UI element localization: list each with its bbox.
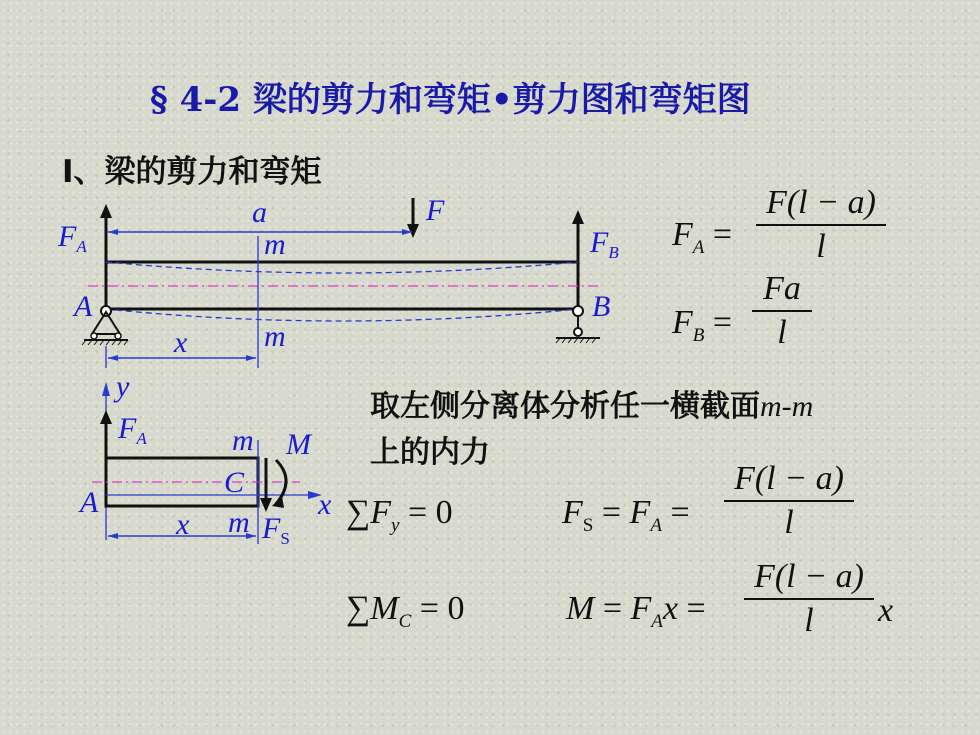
fbd-label-c: C <box>224 466 245 499</box>
page-title: § 4-2 梁的剪力和弯矩•剪力图和弯矩图 <box>150 80 751 120</box>
label-point-a: A <box>74 290 93 323</box>
f-load-head <box>407 224 419 238</box>
fb-fa-arrow-head <box>100 410 112 424</box>
fbd-label-fs: $F_S$ <box>262 512 290 548</box>
formula-fa-lhs: $F_A$ = <box>672 216 733 258</box>
fbd-label-y: y <box>116 370 130 403</box>
label-f: F <box>426 194 445 227</box>
formula-m-lhs: $M = F_Ax$ = <box>566 590 706 632</box>
fb-arrow-head <box>572 210 584 224</box>
fbd-label-moment: M <box>286 428 311 461</box>
fbd-label-fa: $F_A$ <box>118 412 147 448</box>
statement-mm: m-m <box>760 390 814 423</box>
formula-fb-lhs: $F_B$ = <box>672 304 733 346</box>
deflected-top <box>106 262 578 273</box>
label-a: a <box>252 196 267 229</box>
label-fa: $F_A$ <box>58 220 87 256</box>
fbd-label-a: A <box>80 486 99 519</box>
formula-fa-fraction: F(l − a) l <box>756 186 886 264</box>
fa-arrow-head <box>100 204 112 218</box>
formula-sum-fy: $\sum F_y = 0$ <box>346 494 453 536</box>
fbd-label-m-bottom: m <box>228 506 250 539</box>
fbd-label-x-axis: x <box>318 488 332 521</box>
section-subtitle: Ⅰ、梁的剪力和弯矩 <box>62 154 322 190</box>
analysis-statement <box>370 384 950 476</box>
statement-line1: 取左侧分离体分析任一横截面 <box>370 389 760 424</box>
fs-arrow-head <box>260 498 272 512</box>
fbd-label-x-dim: x <box>176 508 190 541</box>
label-x: x <box>174 326 188 359</box>
label-fb: $F_B$ <box>590 226 619 262</box>
formula-fs-lhs: $F_S = F_A$ = <box>562 494 690 536</box>
label-m-bottom: m <box>264 320 286 353</box>
fbd-label-m-top: m <box>232 424 254 457</box>
label-point-b: B <box>592 290 611 323</box>
formula-m-fraction: F(l − a) l <box>744 560 874 638</box>
deflected-bottom <box>106 309 578 321</box>
formula-fs-fraction: F(l − a) l <box>724 462 854 540</box>
label-m-top: m <box>264 228 286 261</box>
formula-m-tail: x <box>878 592 894 629</box>
statement-line2: 上的内力 <box>370 435 490 470</box>
formula-sum-mc: $\sum M_C = 0$ <box>346 590 465 632</box>
formula-fb-fraction: Fa l <box>752 272 812 350</box>
